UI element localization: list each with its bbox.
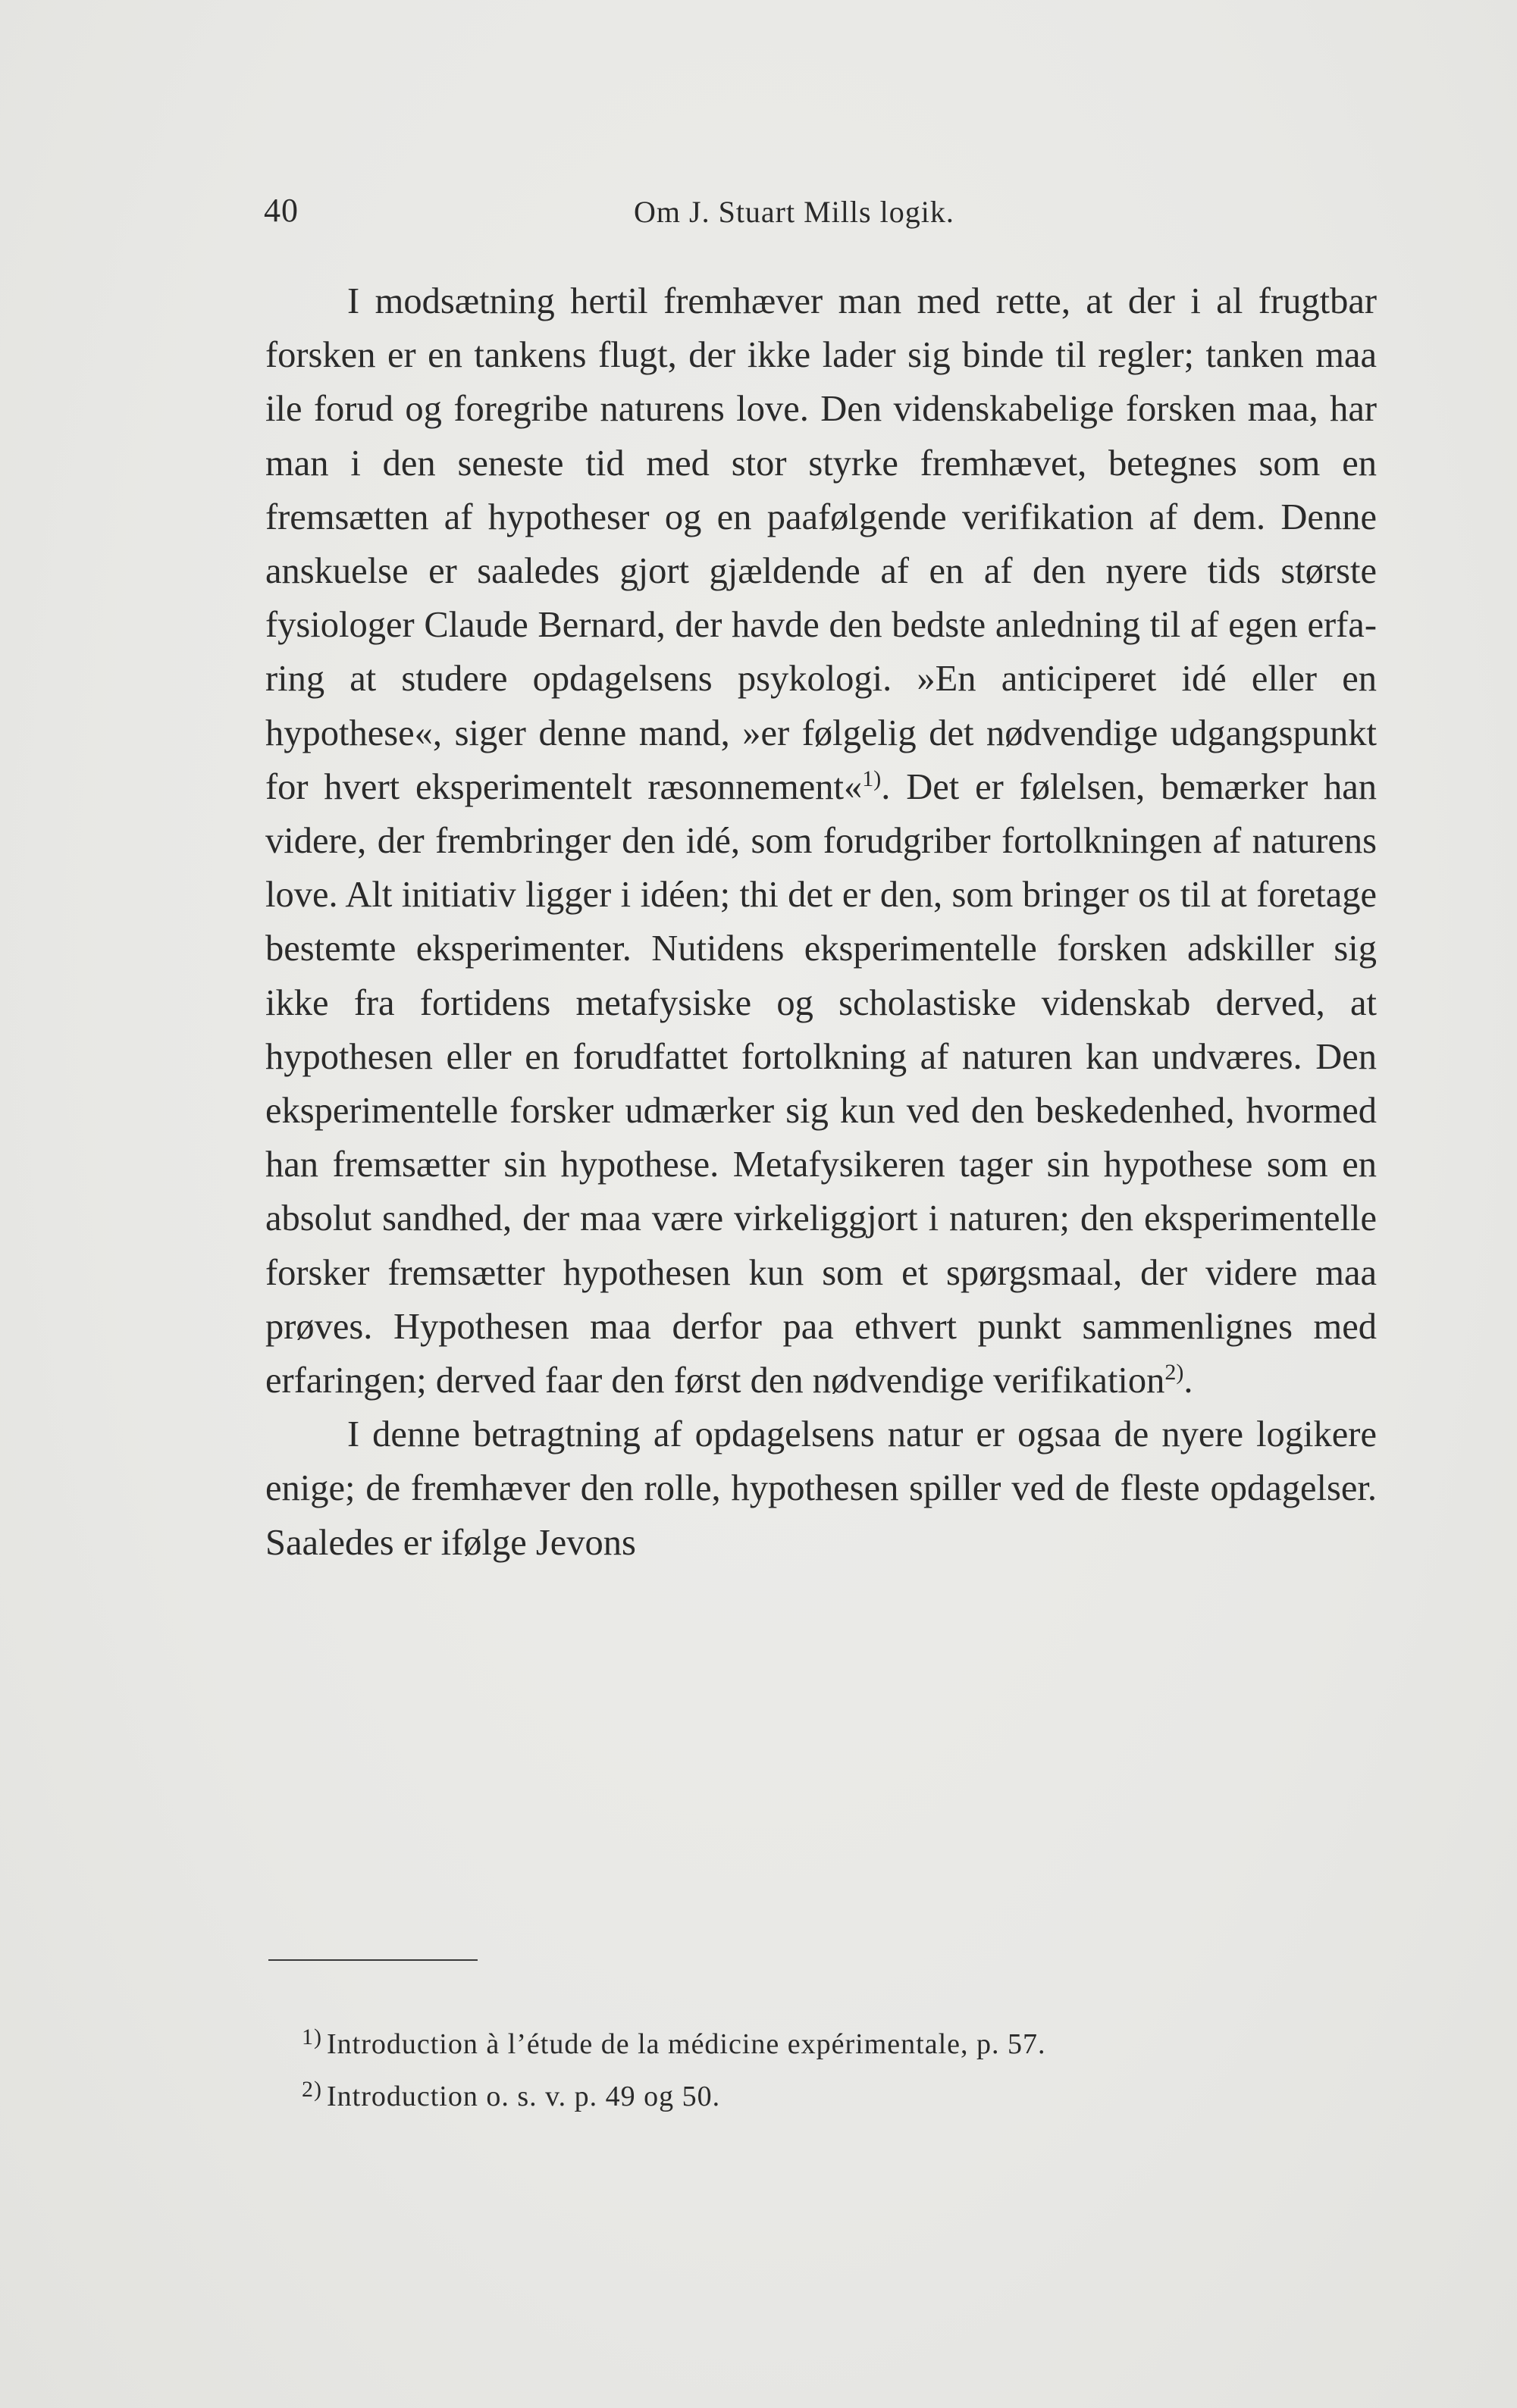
footnote-ref-2: 2) [1164, 1359, 1184, 1385]
paragraph [265, 274, 1377, 1408]
paragraph-text: I denne betragtning af opdagelsens natur er ogsaa de nyere logikere enige; de fremhæver den rolle, hypothesen spiller ved de fleste opdagelser. Saaledes er ifølge Jevons [265, 1414, 1377, 1563]
paragraph-text: . [1183, 1361, 1193, 1401]
body-text [265, 274, 1377, 1570]
paragraph-text: I modsætning hertil fremhæver man med rette, at der i al frugtbar forsken er en tankens flugt, der ikke lader sig binde til regler; tanken maa ile forud og foregribe naturens love. Den videnskabelige forsken maa, har man i den seneste tid med stor styrke fremhævet, betegnes som en fremsætten af hypotheser og en paafølgende verifikation af dem. Denne anskuelse er saaledes gjort gjældende af en af den nyere tids største fysiologer Claude Bernard, der havde den bedste anledning til af egen erfaring at studere opdagelsens psykologi. »En anticiperet idé eller en hypothese«, siger denne mand, »er følgelig det nødvendige udgangspunkt for hvert eksperimentelt ræsonnement« [265, 281, 1377, 807]
footnote-text: Introduction à l’étude de la médicine expérimentale, p. 57. [327, 2028, 1046, 2060]
footnote-2 [302, 2067, 1363, 2119]
footnote-ref-1: 1) [862, 766, 882, 791]
footnote-text: Introduction o. s. v. p. 49 og 50. [327, 2081, 721, 2112]
paragraph-text: . Det er følelsen, bemærker han videre, der frembringer den idé, som forudgriber fortolkningen af naturens love. Alt initiativ ligger i idéen; thi det er den, som bringer os til at foretage bestemte eksperimenter. Nutidens eksperimentelle forsken adskiller sig ikke fra fortidens metafysiske og scholastiske videnskab derved, at hypothesen eller en forudfattet fortolkning af naturen kan undværes. Den eksperimentelle forsker udmærker sig kun ved den beskedenhed, hvormed han fremsætter sin hypothese. Metafysikeren tager sin hypothese som en absolut sandhed, der maa være virkeliggjort i naturen; den eksperimentelle forsker fremsætter hypothesen kun som et spørgsmaal, der videre maa prøves. Hypothesen maa derfor paa ethvert punkt sammenlignes med erfaringen; derved faar den først den nødvendige verifikation [265, 766, 1377, 1401]
page-number: 40 [264, 192, 299, 229]
running-title: Om J. Stuart Mills logik. [634, 195, 954, 229]
page-header [264, 191, 1371, 244]
footnote-rule [268, 1959, 478, 1961]
footnotes [302, 2015, 1363, 2119]
footnote-mark: 1) [302, 2024, 322, 2049]
footnote-mark: 2) [302, 2077, 322, 2102]
paragraph [265, 1408, 1377, 1570]
footnote-1 [302, 2015, 1363, 2067]
